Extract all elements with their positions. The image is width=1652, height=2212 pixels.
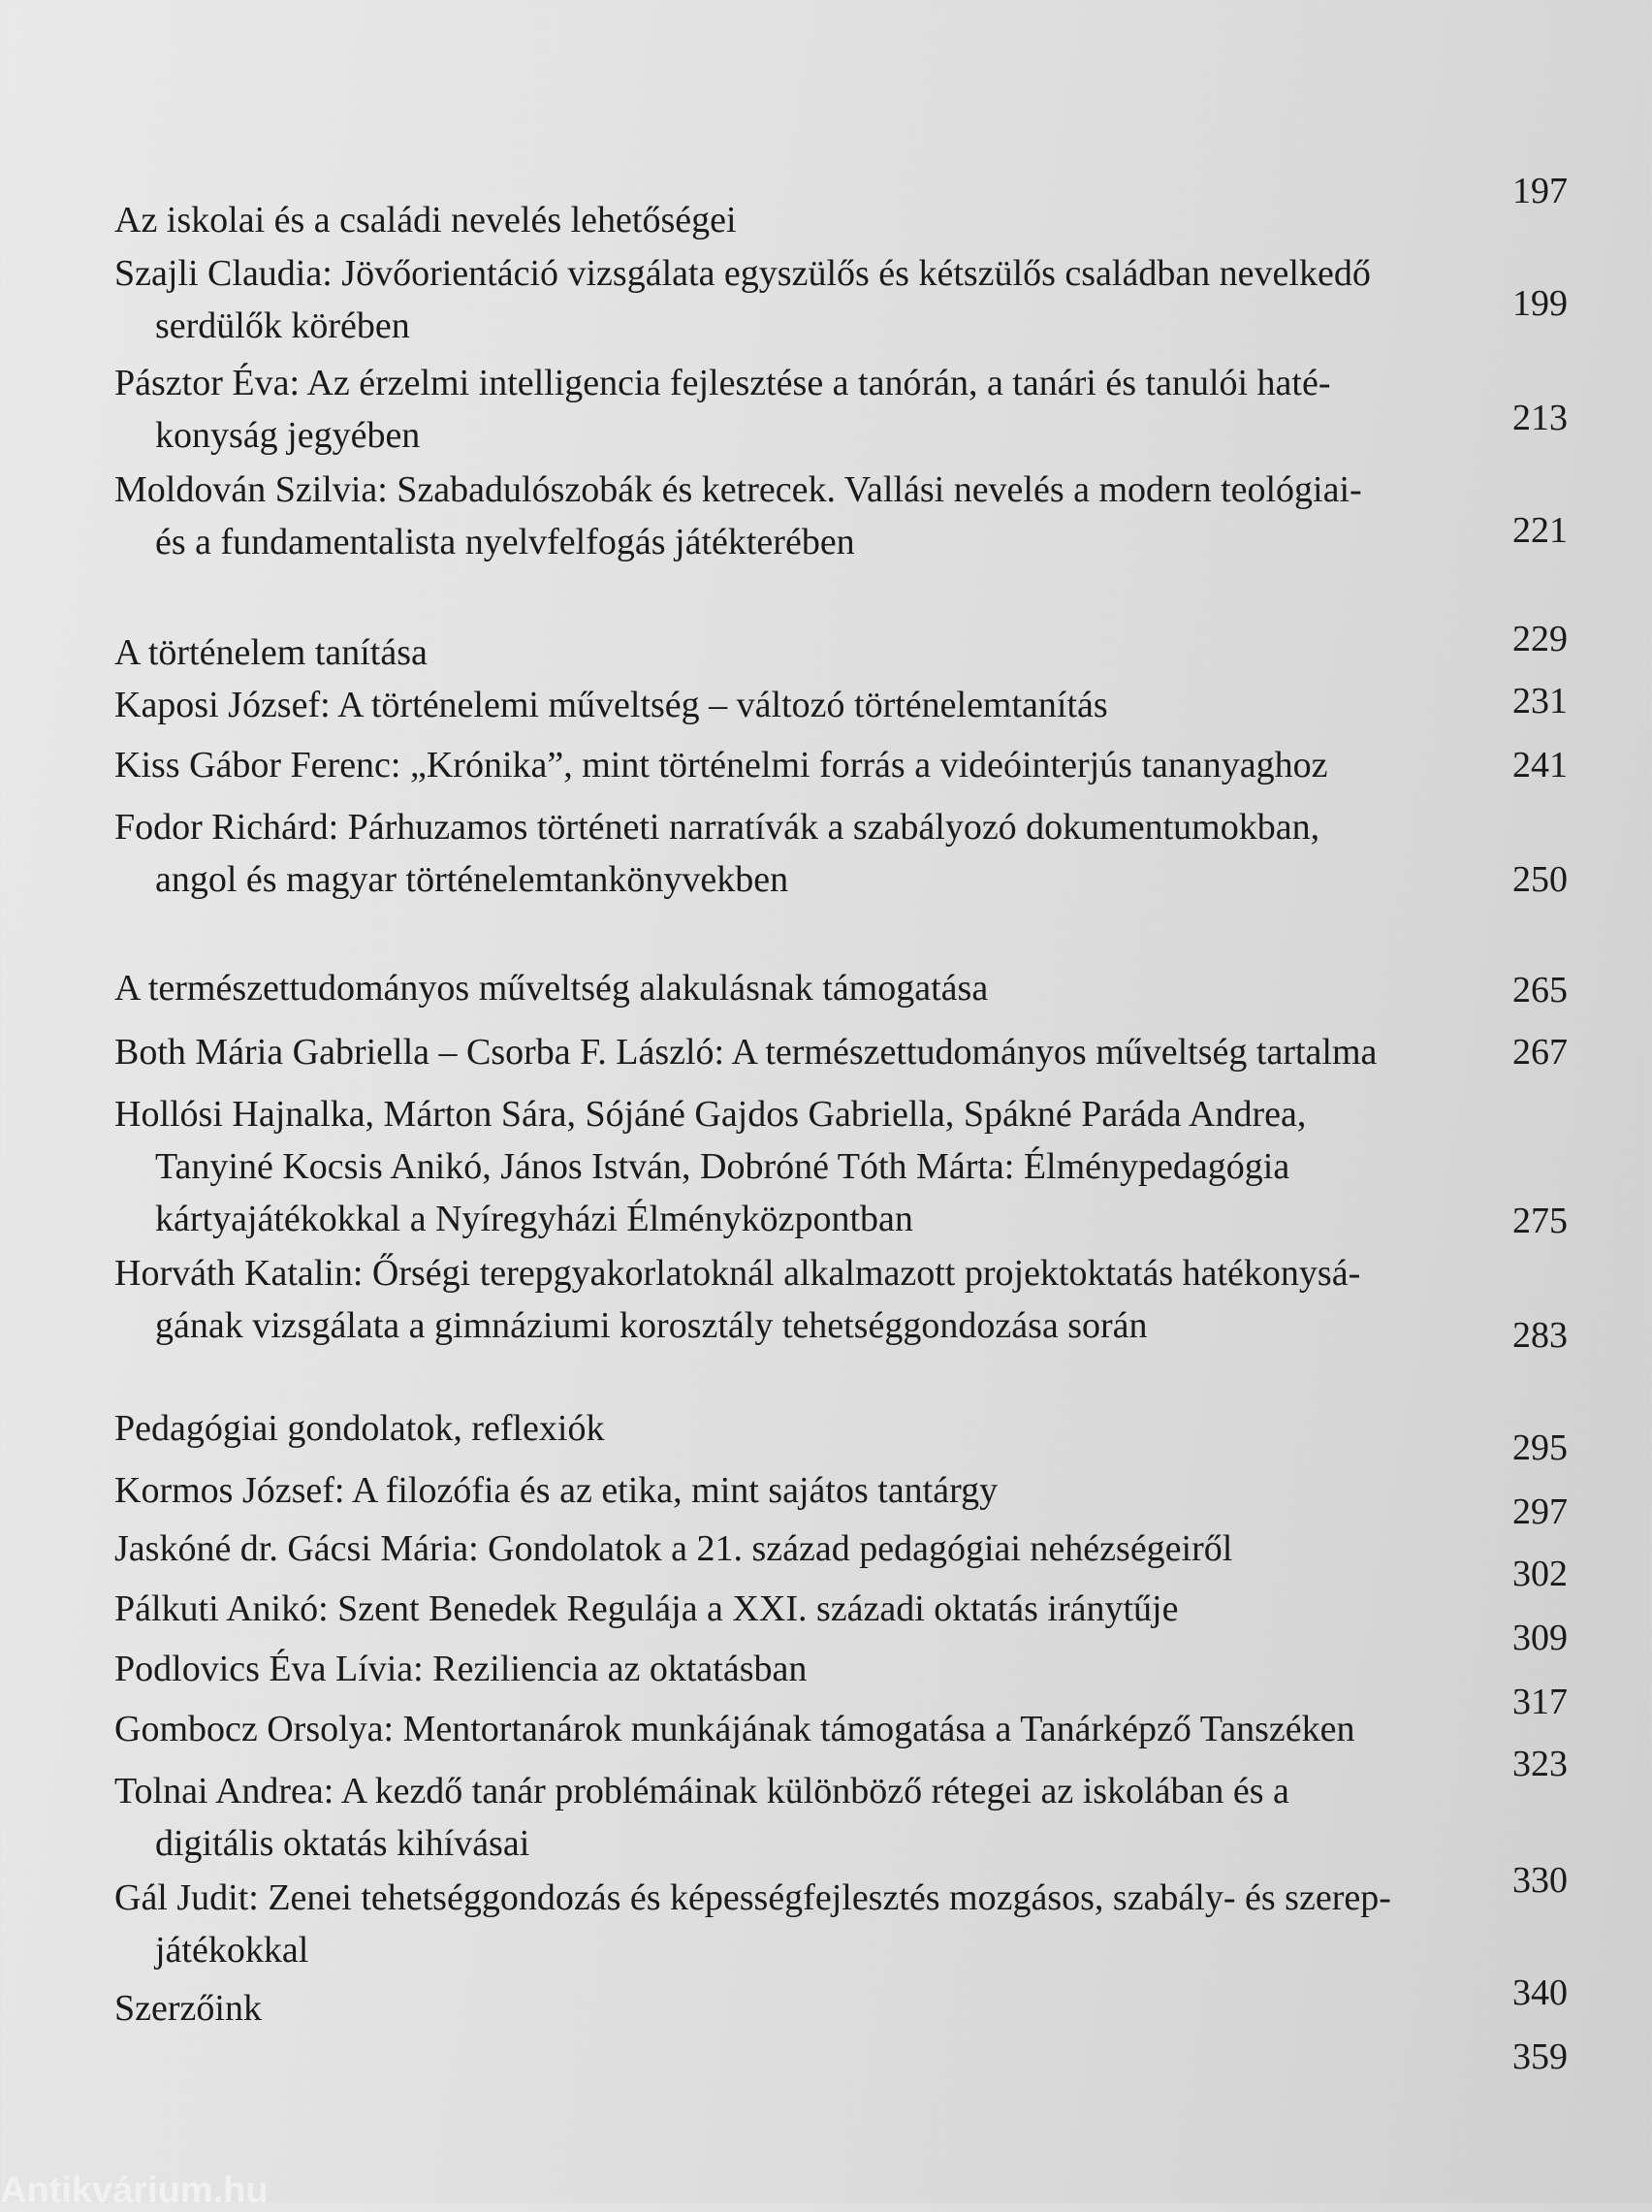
page-number: 330 (1512, 1860, 1568, 1901)
toc-entry (114, 1583, 1472, 1635)
toc-entry (114, 1026, 1472, 1078)
page-number: 250 (1512, 859, 1568, 900)
watermark: Antikvárium.hu (0, 2170, 269, 2211)
toc-entry (114, 1872, 1472, 1976)
page-number: 295 (1512, 1427, 1568, 1468)
entry-title: Fodor Richárd: Párhuzamos történeti narratívák a szabályozó dokumentumokban, (114, 807, 1320, 848)
toc-section-heading (114, 1402, 1472, 1455)
page-number: 265 (1512, 970, 1568, 1010)
page-number: 275 (1512, 1201, 1568, 1241)
entry-title: Both Mária Gabriella – Csorba F. László: A természettudományos műveltség tartalma (114, 1032, 1378, 1073)
entry-title-continued: angol és magyar történelemtankönyvekben (155, 859, 789, 900)
entry-title: Horváth Katalin: Őrségi terepgyakorlatoknál alkalmazott projektoktatás hatékonysá- (114, 1253, 1361, 1294)
toc-entry (114, 1464, 1472, 1517)
entry-title: Kormos József: A filozófia és az etika, mint sajátos tantárgy (114, 1470, 999, 1511)
entry-title-continued: serdülők körében (155, 305, 410, 346)
toc-entry (114, 679, 1472, 731)
page-number: 197 (1512, 171, 1568, 211)
page-number: 317 (1512, 1682, 1568, 1722)
entry-title-continued: és a fundamentalista nyelvfelfogás játékterében (155, 522, 855, 562)
entry-title: Pedagógiai gondolatok, reflexiók (114, 1408, 605, 1449)
page-number: 323 (1512, 1744, 1568, 1784)
page-number: 340 (1512, 1972, 1568, 2013)
toc-entry (114, 1703, 1472, 1755)
entry-title: A természettudományos műveltség alakulásnak támogatása (114, 968, 989, 1009)
entry-title: A történelem tanítása (114, 632, 428, 673)
toc-entry (114, 357, 1472, 462)
toc-entry (114, 1982, 1472, 2035)
toc-section-heading (114, 962, 1472, 1014)
toc-entry (114, 1643, 1472, 1695)
entry-title-continued: gának vizsgálata a gimnáziumi korosztály tehetséggondozása során (155, 1305, 1148, 1346)
toc-entry (114, 801, 1472, 906)
entry-title-continued: Tanyiné Kocsis Anikó, János István, Dobróné Tóth Márta: Élménypedagógia (155, 1146, 1290, 1187)
entry-title: Az iskolai és a családi nevelés lehetőségei (114, 200, 737, 240)
entry-title: Moldován Szilvia: Szabadulószobák és ketrecek. Vallási nevelés a modern teológiai- (114, 469, 1362, 510)
entry-title: Szerzőink (114, 1988, 262, 2029)
toc-entry (114, 1247, 1472, 1352)
page-number: 229 (1512, 619, 1568, 659)
entry-title: Kiss Gábor Ferenc: „Krónika”, mint történelmi forrás a videóinterjús tananyaghoz (114, 745, 1328, 785)
page-number: 297 (1512, 1491, 1568, 1532)
page-number: 302 (1512, 1554, 1568, 1594)
entry-title: Podlovics Éva Lívia: Reziliencia az oktatásban (114, 1649, 808, 1689)
page-number: 267 (1512, 1032, 1568, 1073)
toc-entry (114, 1088, 1472, 1245)
page-number: 309 (1512, 1618, 1568, 1658)
page-number: 221 (1512, 510, 1568, 551)
entry-title-continued: kártyajátékokkal a Nyíregyházi Élményközpontban (155, 1199, 913, 1239)
entry-title: Gál Judit: Zenei tehetséggondozás és képességfejlesztés mozgásos, szabály- és szerep- (114, 1877, 1391, 1918)
entry-title-continued: digitális oktatás kihívásai (155, 1823, 530, 1864)
entry-title: Pásztor Éva: Az érzelmi intelligencia fejlesztése a tanórán, a tanári és tanulói haté- (114, 363, 1331, 403)
toc-entry (114, 247, 1472, 352)
entry-title: Kaposi József: A történelemi műveltség – változó történelemtanítás (114, 685, 1108, 725)
entry-title-continued: konyság jegyében (155, 415, 421, 456)
entry-title: Hollósi Hajnalka, Márton Sára, Sójáné Gajdos Gabriella, Spákné Paráda Andrea, (114, 1094, 1307, 1135)
toc-entry (114, 1523, 1472, 1575)
toc-entry (114, 739, 1472, 791)
entry-title: Szajli Claudia: Jövőorientáció vizsgálata egyszülős és kétszülős családban nevelkedő (114, 253, 1371, 294)
entry-title: Gombocz Orsolya: Mentortanárok munkájának támogatása a Tanárképző Tanszéken (114, 1709, 1355, 1749)
page-number: 231 (1512, 681, 1568, 721)
entry-title: Jaskóné dr. Gácsi Mária: Gondolatok a 21. század pedagógiai nehézségeiről (114, 1528, 1233, 1569)
page-number: 213 (1512, 398, 1568, 438)
toc-entry (114, 464, 1472, 568)
page-number: 283 (1512, 1315, 1568, 1356)
page-number: 359 (1512, 2036, 1568, 2077)
entry-title-continued: játékokkal (155, 1930, 309, 1971)
toc-entry (114, 1765, 1472, 1870)
page-number: 241 (1512, 745, 1568, 785)
entry-title: Pálkuti Anikó: Szent Benedek Regulája a XXI. századi oktatás iránytűje (114, 1588, 1179, 1629)
page-number: 199 (1512, 283, 1568, 324)
toc-section-heading (114, 194, 1472, 246)
entry-title: Tolnai Andrea: A kezdő tanár problémáinak különböző rétegei az iskolában és a (114, 1771, 1289, 1811)
toc-section-heading (114, 626, 1472, 679)
